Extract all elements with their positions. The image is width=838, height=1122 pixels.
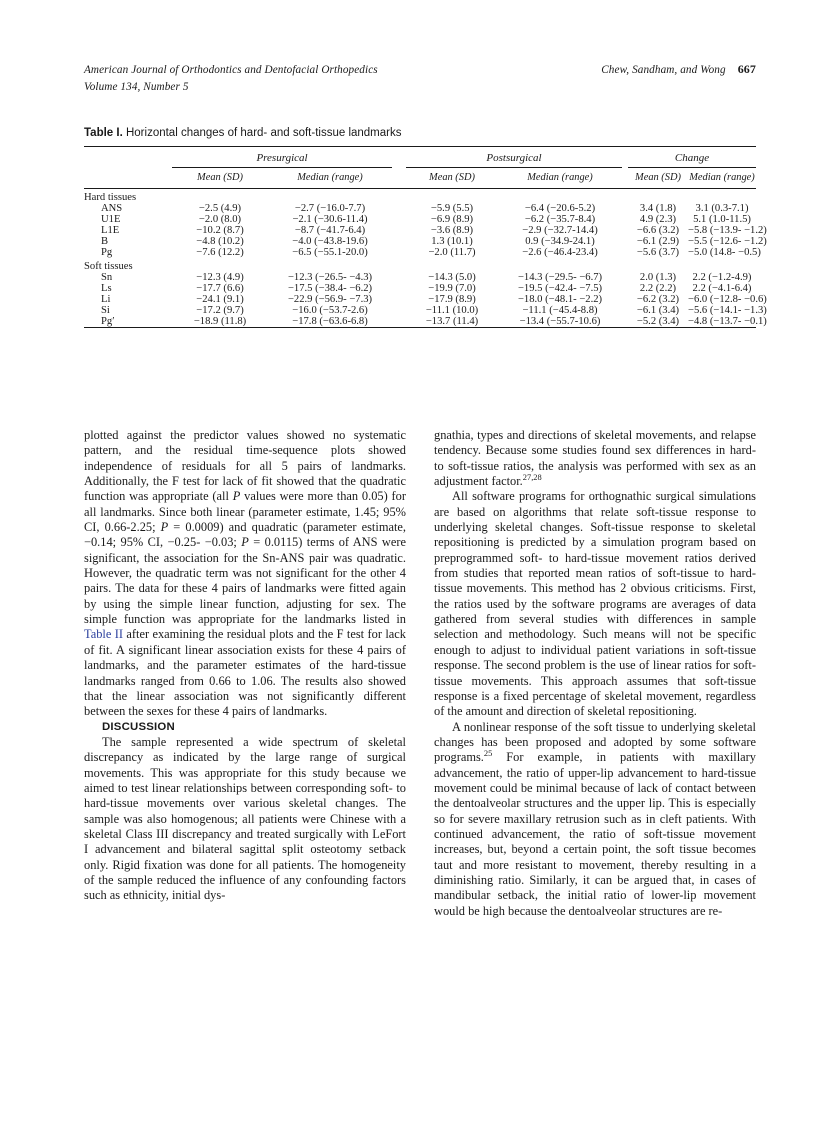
cell-change-mean: 2.0 (1.3) [639, 272, 677, 283]
cell-postsurgical-median: −14.3 (−29.5- −6.7) [517, 272, 603, 283]
cell-postsurgical-median: −2.9 (−32.7-14.4) [522, 225, 598, 236]
journal-title: American Journal of Orthodontics and Dentofacial Orthopedics [84, 64, 378, 76]
cell-change-median: −4.8 (−13.7- −0.1) [688, 316, 767, 327]
cell-presurgical-median: −2.1 (−30.6-11.4) [292, 214, 368, 225]
cell-gap-1 [392, 272, 406, 283]
cell-presurgical-median: −17.5 (−38.4- −6.2) [287, 283, 373, 294]
table-caption [84, 127, 756, 139]
landmark-label: Pg′ [101, 316, 115, 327]
cell-postsurgical-mean: −19.9 (7.0) [428, 283, 476, 294]
cell-gap-1 [392, 225, 406, 236]
group-header-presurgical: Presurgical [172, 147, 392, 168]
subheader-change-median: Median (range) [689, 172, 755, 183]
citation-ref-25[interactable]: 25 [483, 748, 493, 759]
section-row-filler [172, 189, 756, 203]
subheader-landmark [84, 168, 172, 189]
cell-postsurgical-mean: −2.0 (11.7) [428, 247, 476, 258]
italic-p-1: P [232, 489, 241, 504]
section-row-filler [172, 258, 756, 272]
cell-change-median: 2.2 (−4.1-6.4) [692, 283, 752, 294]
cell-change-mean: 4.9 (2.3) [639, 214, 677, 225]
author-list: Chew, Sandham, and Wong [601, 64, 726, 76]
table-row [84, 214, 756, 225]
paragraph-right-continued [434, 428, 756, 489]
cell-presurgical-median: −12.3 (−26.5- −4.3) [287, 272, 373, 283]
cell-presurgical-mean: −7.6 (12.2) [196, 247, 244, 258]
group-header-spacer [84, 147, 172, 168]
table-row [84, 272, 756, 283]
landmark-label: B [101, 236, 109, 247]
landmark-label: ANS [101, 203, 123, 214]
cell-presurgical-median: −16.0 (−53.7-2.6) [292, 305, 368, 316]
group-header-postsurgical: Postsurgical [406, 147, 622, 168]
cell-postsurgical-mean: −11.1 (10.0) [425, 305, 479, 316]
subheader-postsurgical-mean: Mean (SD) [429, 172, 475, 183]
paragraph-nonlinear-response [434, 720, 756, 919]
landmark-label: U1E [101, 214, 121, 225]
cell-presurgical-mean: −24.1 (9.1) [196, 294, 244, 305]
results-text-part-4: = 0.0115) terms of ANS were significant, the association for the Sn-ANS pair was quadratic. However, the quadratic term was not significant for the other 4 pairs. The data for these 4 pairs of landmarks were fitted again by using the simple linear function, adjusting for sex. The simple function was appropriate for the landmarks listed in [84, 535, 407, 627]
cell-postsurgical-median: −6.4 (−20.6-5.2) [524, 203, 596, 214]
table-title: Horizontal changes of hard- and soft-tissue landmarks [125, 127, 402, 139]
cell-change-median: −6.0 (−12.8- −0.6) [688, 294, 767, 305]
nonlinear-text-part-1: A nonlinear response of the soft tissue to underlying skeletal changes has been proposed and adopted by some software programs. [434, 719, 756, 765]
cell-presurgical-mean: −17.7 (6.6) [196, 283, 244, 294]
paragraph-discussion-1: The sample represented a wide spectrum of skeletal discrepancy as indicated by the large range of surgical movements. This was appropriate for this study because we aimed to test linear relationships between corresponding soft- to hard-tissue movements over various skeletal changes. The sample was also homogenous; all patients were Chinese with a skeletal Class III discrepancy and treated surgically with LeFort I advancement and bilateral sagittal split osteotomy setback only. Rigid fixation was done for all patients. The homogeneity of the sample reduced the influence of any confounding factors such as ethnicity, initial dys- [84, 734, 406, 903]
cell-change-median: −5.6 (−14.1- −1.3) [688, 305, 767, 316]
results-text-part-5: after examining the residual plots and the F test for lack of fit. A significant linear association exists for these 4 pairs of landmarks, and the parameter estimates of the hard-tissue landmarks ranged from 0.66 to 1.06. The results also showed that the linear association was not significantly different between the sexes for these 4 pairs of landmarks. [84, 627, 406, 719]
subheader-postsurgical-median: Median (range) [527, 172, 593, 183]
cell-postsurgical-median: −2.6 (−46.4-23.4) [522, 247, 598, 258]
cell-change-mean: −6.6 (3.2) [636, 225, 680, 236]
cell-presurgical-median: −8.7 (−41.7-6.4) [294, 225, 366, 236]
running-head-row [84, 62, 756, 78]
cell-presurgical-mean: −2.5 (4.9) [198, 203, 242, 214]
cell-change-median: −5.8 (−13.9- −1.2) [688, 225, 767, 236]
cell-presurgical-median: −17.8 (−63.6-6.8) [292, 316, 368, 327]
cell-change-mean: 3.4 (1.8) [639, 203, 677, 214]
cell-postsurgical-mean: 1.3 (10.1) [431, 236, 473, 247]
cell-presurgical-median: −4.0 (−43.8-19.6) [292, 236, 368, 247]
volume-issue: Volume 134, Number 5 [84, 81, 189, 93]
cell-gap-1 [392, 305, 406, 316]
cell-postsurgical-mean: −17.9 (8.9) [428, 294, 476, 305]
italic-p-3: P [241, 535, 249, 550]
cell-change-mean: −5.2 (3.4) [636, 316, 680, 327]
landmark-label: Li [101, 294, 111, 305]
cell-postsurgical-median: −6.2 (−35.7-8.4) [524, 214, 596, 225]
cell-change-mean: −5.6 (3.7) [636, 247, 680, 258]
discussion-heading: DISCUSSION [102, 720, 175, 733]
table-2-link[interactable]: Table II [84, 627, 123, 642]
cell-gap-1 [392, 236, 406, 247]
cell-postsurgical-mean: −3.6 (8.9) [430, 225, 474, 236]
cell-presurgical-mean: −12.3 (4.9) [196, 272, 244, 283]
cell-change-mean: 2.2 (2.2) [639, 283, 677, 294]
subheader-presurgical-mean: Mean (SD) [197, 172, 243, 183]
table-row [84, 305, 756, 316]
cell-presurgical-median: −22.9 (−56.9- −7.3) [287, 294, 373, 305]
table-row [84, 203, 756, 214]
table-row [84, 236, 756, 247]
cell-presurgical-mean: −10.2 (8.7) [196, 225, 244, 236]
cell-change-mean: −6.1 (3.4) [636, 305, 680, 316]
table-label: Table I. [84, 127, 123, 139]
cell-gap-1 [392, 247, 406, 258]
cell-gap-1 [392, 294, 406, 305]
group-header-change: Change [628, 147, 756, 168]
table-section-row [84, 189, 756, 203]
left-column [84, 428, 406, 1068]
paragraph-software-programs: All software programs for orthognathic surgical simulations are based on algorithms that relate soft-tissue response to underlying skeletal changes. Soft-tissue response to skeletal repositioning is predicted by a simulation program based on preprogrammed soft- to hard-tissue movement ratios derived from studies that reported mean ratios of soft-tissue to hard-tissue movements. This method has 2 obvious criticisms. First, the ratios used by the software programs are averages of data gathered from several studies with differences in sample selection and methodology. Such means will not be specific enough to adjust to individual patient variations in soft-tissue response. The second problem is the use of linear ratios for soft-tissue movements. This approach assumes that soft-tissue response is a fixed percentage of skeletal movement, regardless of the amount and direction of skeletal repositioning. [434, 489, 756, 719]
cell-change-median: −5.5 (−12.6- −1.2) [688, 236, 767, 247]
cell-presurgical-mean: −4.8 (10.2) [196, 236, 244, 247]
section-label-hard-tissues: Hard tissues [84, 192, 137, 203]
results-text-part-3: = 0.0009) and quadratic (parameter estimate, −0.14; 95% CI, −0.25- −0.03; [84, 520, 406, 550]
landmark-label: L1E [101, 225, 120, 236]
cell-change-median: 5.1 (1.0-11.5) [693, 214, 751, 225]
cell-gap-1 [392, 283, 406, 294]
landmark-label: Ls [101, 283, 112, 294]
table-rule-bottom [84, 328, 756, 329]
italic-p-2: P [160, 520, 169, 535]
cell-gap-1 [392, 316, 406, 328]
results-text-part-2: values were more than 0.05) for all landmarks. Since both linear (parameter estimate, 1.45; 95% CI, 0.66-2.25; [84, 489, 406, 535]
results-text-part-1: plotted against the predictor values showed no systematic pattern, and the residual time-sequence plots showed independence of residuals for all 5 pairs of landmarks. Additionally, the F test for lack of fit showed that the quadratic function was appropriate (all [84, 428, 406, 504]
cell-postsurgical-median: −19.5 (−42.4- −7.5) [517, 283, 603, 294]
table-row [84, 316, 756, 328]
subheader-gap-1 [392, 168, 406, 189]
table-section-row [84, 258, 756, 272]
running-head-authors-page [601, 62, 756, 78]
subheader-change-mean: Mean (SD) [635, 172, 681, 183]
cell-gap-1 [392, 214, 406, 225]
cell-change-mean: −6.2 (3.2) [636, 294, 680, 305]
table-group-header-row [84, 147, 756, 168]
article-body [84, 428, 756, 1068]
cell-presurgical-mean: −2.0 (8.0) [198, 214, 242, 225]
cell-postsurgical-median: −11.1 (−45.4-8.8) [522, 305, 598, 316]
section-label-soft-tissues: Soft tissues [84, 261, 133, 272]
horizontal-changes-table [84, 146, 767, 328]
cell-postsurgical-mean: −13.7 (11.4) [425, 316, 479, 327]
table-row [84, 225, 756, 236]
subheader-presurgical-median: Median (range) [297, 172, 363, 183]
cell-postsurgical-mean: −5.9 (5.5) [430, 203, 474, 214]
table-subheader-row [84, 168, 756, 189]
cell-postsurgical-median: 0.9 (−34.9-24.1) [525, 236, 595, 247]
table-row [84, 283, 756, 294]
landmark-label: Si [101, 305, 110, 316]
right-text-part-1: gnathia, types and directions of skeletal movements, and relapse tendency. Because some studies found sex differences in hard- to soft-tissue ratios, the analysis was performed with sex as an adjustment factor. [434, 428, 756, 489]
cell-postsurgical-median: −13.4 (−55.7-10.6) [519, 316, 601, 327]
cell-postsurgical-mean: −6.9 (8.9) [430, 214, 474, 225]
cell-presurgical-median: −6.5 (−55.1-20.0) [292, 247, 368, 258]
cell-postsurgical-mean: −14.3 (5.0) [428, 272, 476, 283]
table-block [84, 127, 767, 328]
table-row [84, 247, 756, 258]
citation-ref-27-28[interactable]: 27,28 [522, 471, 542, 482]
page-number: 667 [737, 62, 756, 76]
nonlinear-text-part-2: For example, in patients with maxillary advancement, the ratio of upper-lip advancement to hard-tissue movement could be minimal because of lack of contact between the dentoalveolar structures and the upper lip. This is especially so for severe maxillary retrusion such as in cleft patients. With continued advancement, the ratio of soft-tissue movement increases, but, beyond a certain point, the soft tissue becomes taut and more resistant to movement, thereby resulting in a diminishing ratio. Similarly, it can be argued that, in cases of mandibular setback, the initial ratio of lower-lip movement would be high because the dentoalveolar structures are re- [434, 750, 756, 918]
cell-gap-1 [392, 203, 406, 214]
paragraph-results-continued [84, 428, 406, 720]
landmark-label: Pg [101, 247, 113, 258]
table-row [84, 294, 756, 305]
group-header-gap-1 [392, 147, 406, 168]
cell-presurgical-median: −2.7 (−16.0-7.7) [294, 203, 366, 214]
cell-change-mean: −6.1 (2.9) [636, 236, 680, 247]
landmark-label: Sn [101, 272, 113, 283]
cell-change-median: 2.2 (−1.2-4.9) [692, 272, 752, 283]
cell-presurgical-mean: −18.9 (11.8) [193, 316, 247, 327]
cell-presurgical-mean: −17.2 (9.7) [196, 305, 244, 316]
cell-change-median: −5.0 (14.8- −0.5) [688, 247, 761, 258]
running-head [84, 62, 756, 95]
cell-postsurgical-median: −18.0 (−48.1- −2.2) [517, 294, 603, 305]
right-column [434, 428, 756, 1068]
cell-change-median: 3.1 (0.3-7.1) [695, 203, 749, 214]
